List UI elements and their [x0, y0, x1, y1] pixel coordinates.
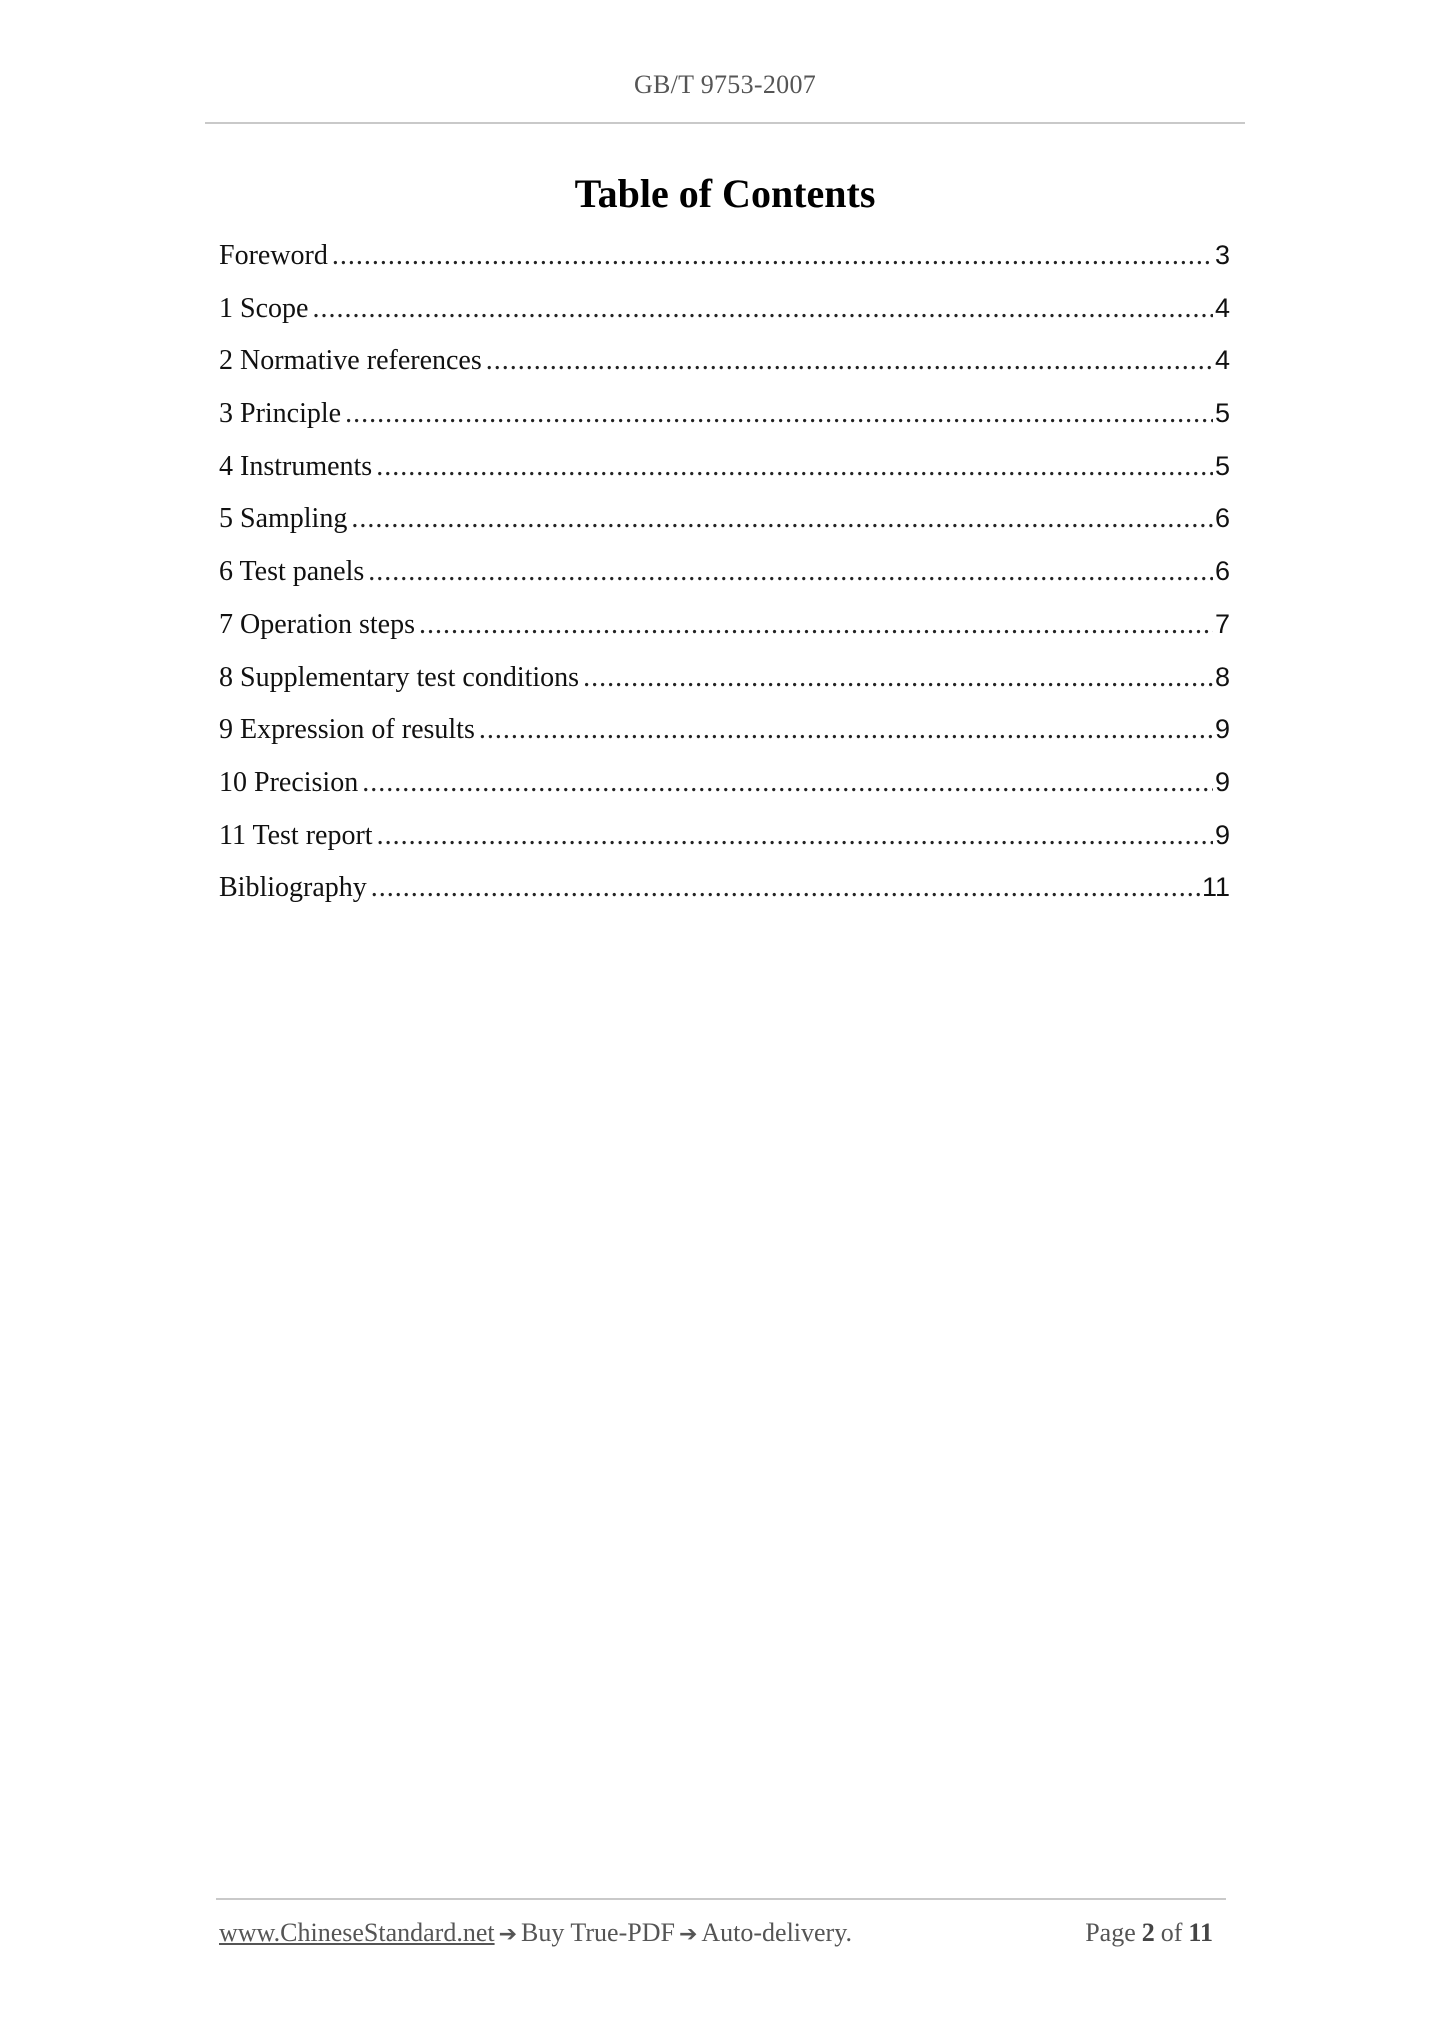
toc-entry-label: 4 Instruments	[219, 450, 373, 482]
toc-entry-label: 7 Operation steps	[219, 608, 415, 640]
dot-leader	[362, 767, 1213, 799]
toc-entry-expression-of-results[interactable]	[219, 714, 1230, 767]
toc-entry-label: 9 Expression of results	[219, 714, 475, 746]
toc-entry-test-panels[interactable]	[219, 556, 1230, 609]
toc-entry-page: 5	[1214, 450, 1230, 481]
dot-leader	[479, 714, 1213, 746]
footer-divider	[216, 1898, 1226, 1900]
dot-leader	[583, 662, 1213, 694]
toc-entry-page: 6	[1214, 556, 1230, 587]
delivery-text: Auto-delivery.	[701, 1918, 853, 1947]
toc-entry-bibliography[interactable]	[219, 872, 1230, 925]
toc-entry-label: Foreword	[219, 240, 328, 271]
dot-leader	[376, 451, 1213, 483]
toc-entry-page: 9	[1214, 819, 1230, 850]
toc-entry-page: 5	[1214, 398, 1230, 429]
toc-entry-page: 11	[1201, 872, 1230, 903]
toc-entry-label: 10 Precision	[219, 766, 359, 798]
arrow-right-icon: ➔	[498, 1922, 518, 1947]
toc-list	[219, 240, 1230, 925]
toc-entry-page: 6	[1214, 503, 1230, 534]
toc-entry-page: 7	[1214, 608, 1230, 639]
toc-entry-label: 3 Principle	[219, 398, 342, 430]
dot-leader	[312, 293, 1213, 325]
toc-entry-operation-steps[interactable]	[219, 609, 1230, 662]
page-indicator	[1085, 1918, 1219, 1948]
toc-entry-supplementary-test-conditions[interactable]	[219, 662, 1230, 715]
toc-entry-test-report[interactable]	[219, 820, 1230, 873]
toc-entry-page: 3	[1214, 240, 1230, 270]
dot-leader	[377, 820, 1213, 852]
of-word: of	[1160, 1918, 1183, 1947]
dot-leader	[486, 345, 1213, 377]
toc-entry-page: 9	[1214, 766, 1230, 797]
toc-entry-label: 1 Scope	[219, 292, 309, 324]
toc-entry-instruments[interactable]	[219, 451, 1230, 504]
buy-text: Buy True-PDF	[521, 1918, 675, 1947]
dot-leader	[371, 872, 1200, 904]
toc-entry-page: 8	[1214, 661, 1230, 692]
toc-entry-scope[interactable]	[219, 293, 1230, 346]
toc-entry-label: 11 Test report	[219, 819, 373, 851]
dot-leader	[332, 240, 1213, 272]
dot-leader	[419, 609, 1213, 641]
toc-entry-label: 6 Test panels	[219, 556, 365, 588]
toc-entry-page: 4	[1214, 292, 1230, 323]
toc-entry-normative-references[interactable]	[219, 345, 1230, 398]
toc-entry-precision[interactable]	[219, 767, 1230, 820]
toc-entry-foreword[interactable]	[219, 240, 1230, 293]
dot-leader	[368, 556, 1213, 588]
site-link[interactable]: www.ChineseStandard.net	[219, 1918, 495, 1947]
header-divider	[205, 122, 1245, 124]
toc-entry-label: 2 Normative references	[219, 345, 482, 377]
document-code-header: GB/T 9753-2007	[633, 70, 817, 99]
arrow-right-icon: ➔	[678, 1922, 698, 1947]
page-word: Page	[1085, 1918, 1136, 1947]
toc-entry-page: 9	[1214, 714, 1230, 745]
toc-entry-label: 8 Supplementary test conditions	[219, 661, 580, 693]
toc-title: Table of Contents	[574, 171, 876, 216]
toc-entry-label: 5 Sampling	[219, 503, 348, 535]
dot-leader	[345, 398, 1213, 430]
toc-entry-sampling[interactable]	[219, 503, 1230, 556]
toc-entry-page: 4	[1214, 345, 1230, 376]
toc-entry-principle[interactable]	[219, 398, 1230, 451]
page-total: 11	[1188, 1918, 1213, 1947]
page-current: 2	[1141, 1918, 1155, 1947]
footer-promo	[219, 1918, 852, 1948]
dot-leader	[351, 503, 1213, 535]
toc-entry-label: Bibliography	[219, 872, 367, 904]
